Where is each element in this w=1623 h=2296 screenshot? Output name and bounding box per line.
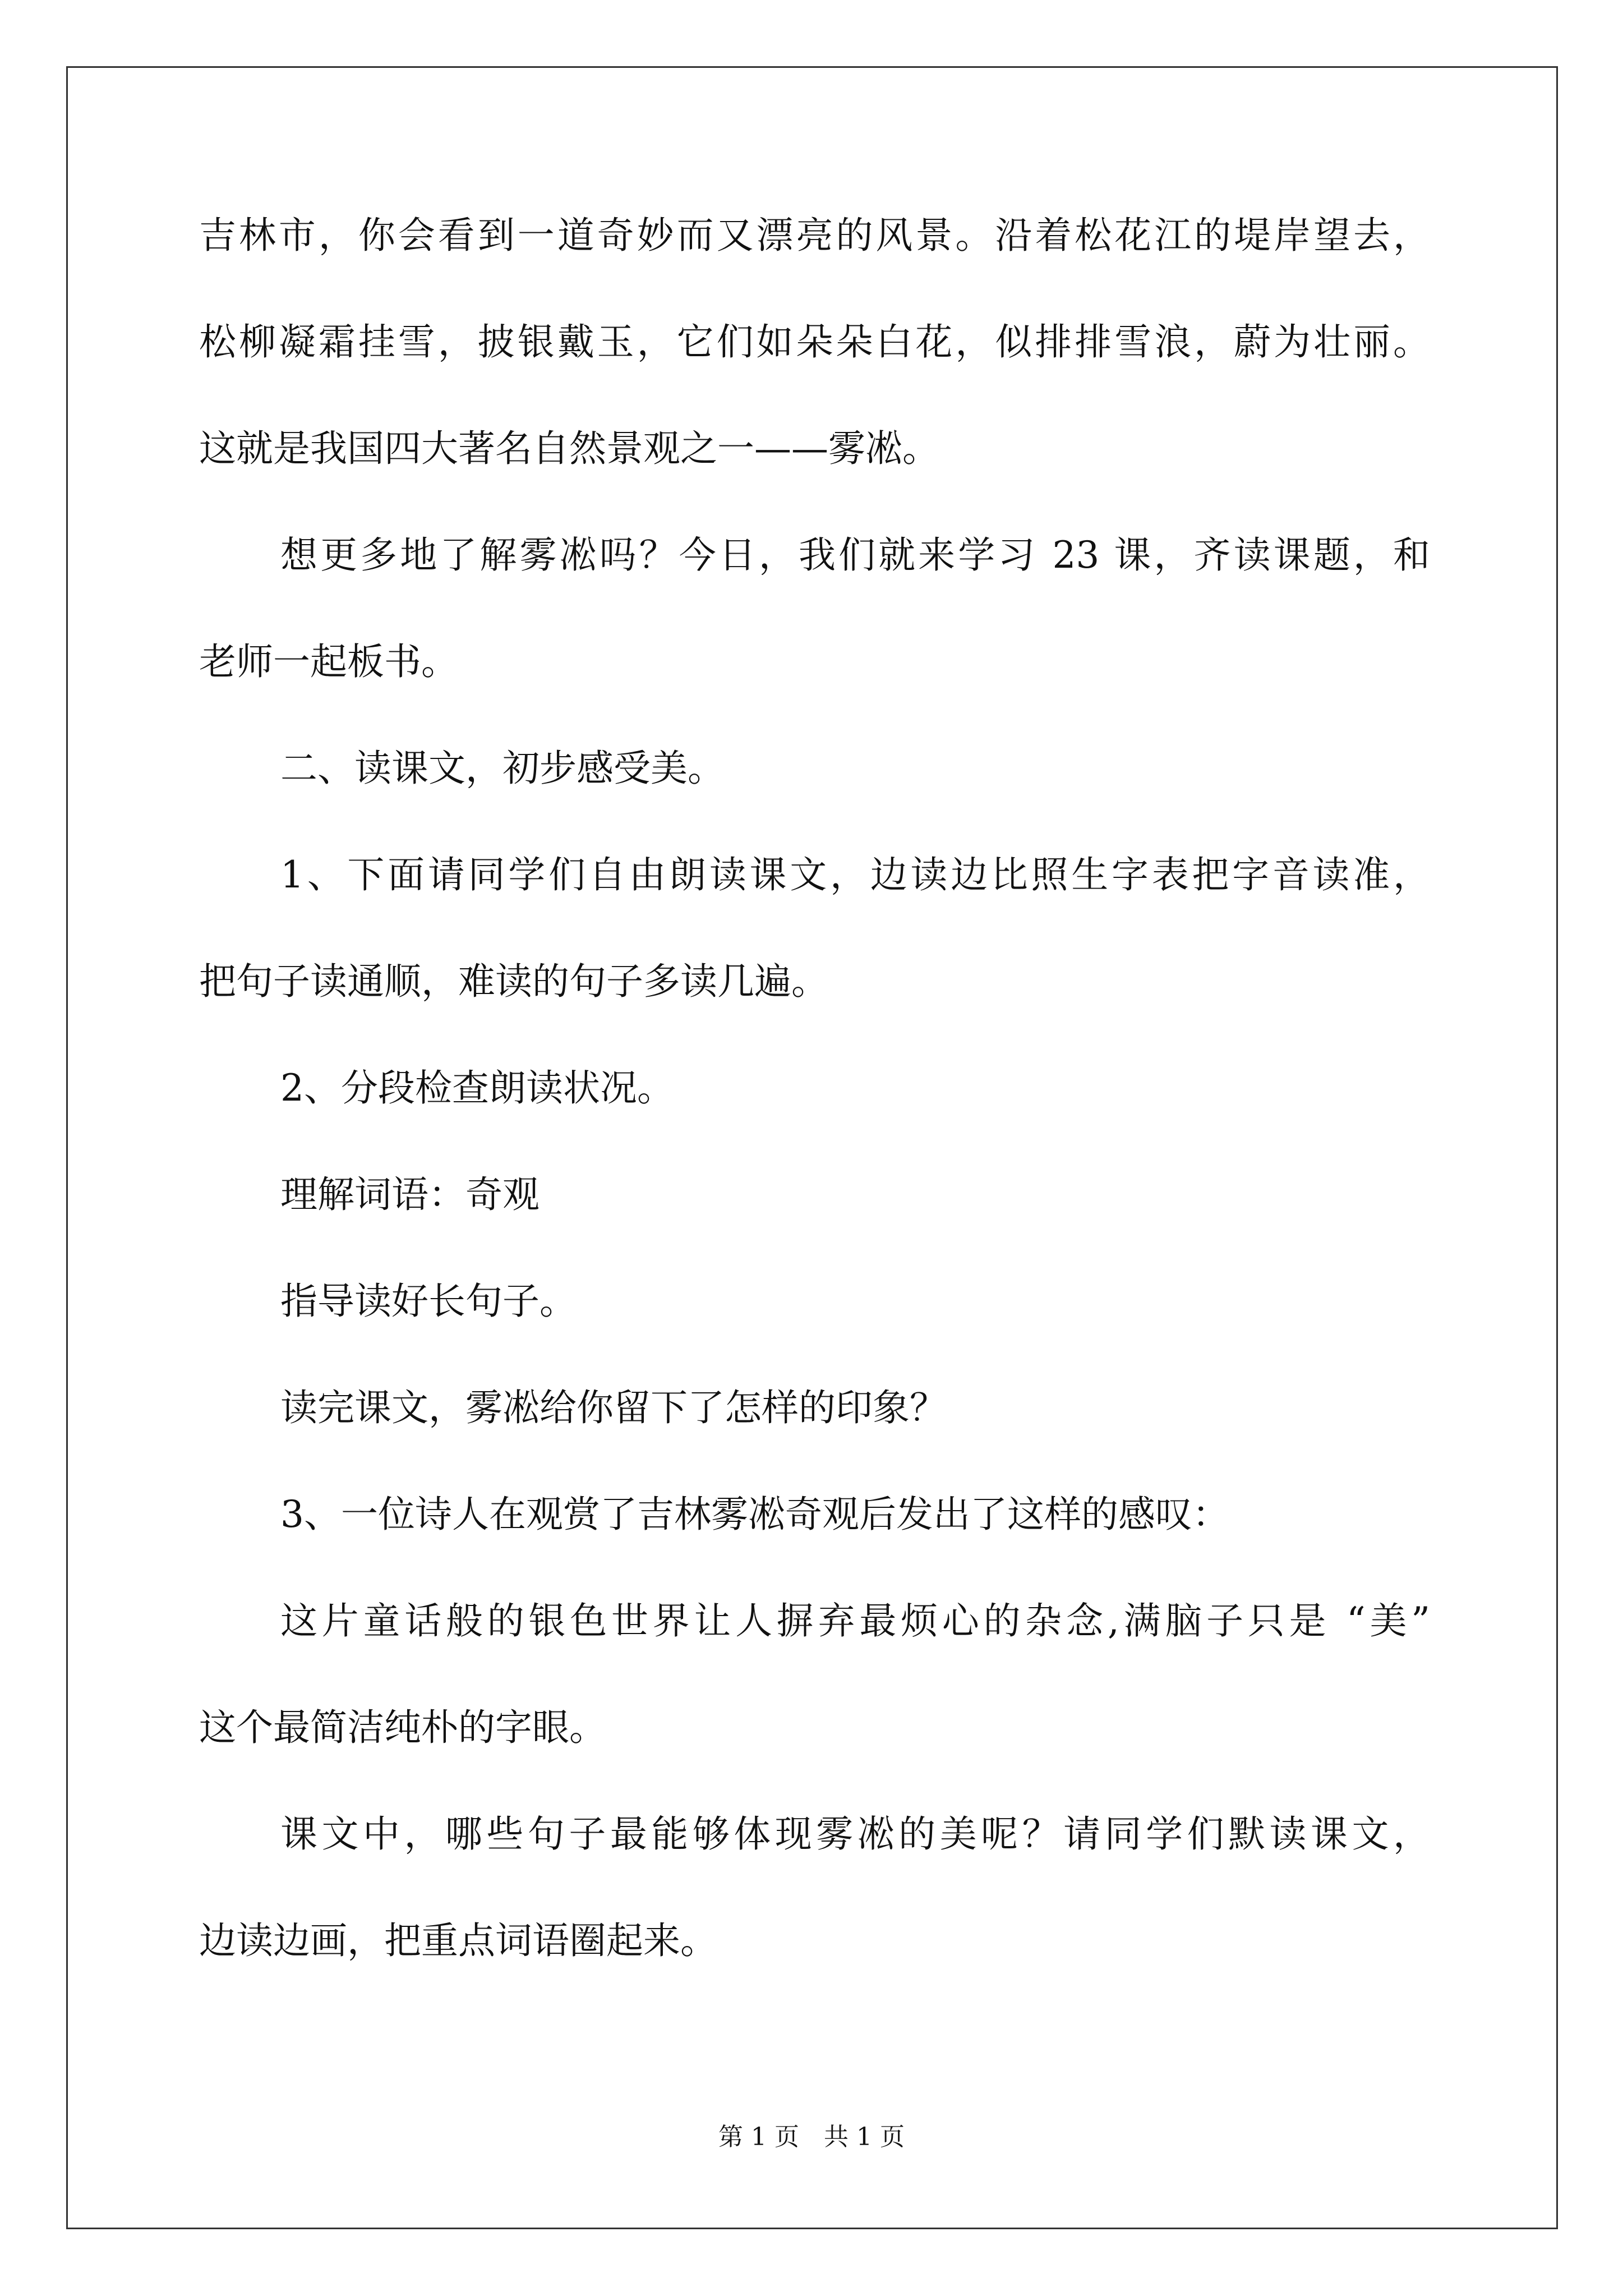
text-line: 老师一起板书。 xyxy=(199,640,458,683)
text-line: 边读边画，把重点词语圈起来。 xyxy=(199,1919,717,1962)
page-border xyxy=(66,66,1558,2229)
text-line: 3、一位诗人在观赏了吉林雾凇奇观后发出了这样的感叹： xyxy=(280,1493,1229,1536)
text-line: 2、分段检查朗读状况。 xyxy=(280,1066,674,1110)
text-line: 这就是我国四大著名自然景观之一——雾凇。 xyxy=(199,427,939,470)
text-line: 1、下面请同学们自由朗读课文，边读边比照生字表把字音读准， xyxy=(280,853,1430,896)
text-line: 松柳凝霜挂雪，披银戴玉，它们如朵朵白花，似排排雪浪，蔚为壮丽。 xyxy=(199,320,1430,364)
text-line: 想更多地了解雾凇吗？今日，我们就来学习 23 课，齐读课题，和 xyxy=(280,533,1430,577)
text-line: 指导读好长句子。 xyxy=(280,1280,577,1323)
text-line: 读完课文，雾凇给你留下了怎样的印象？ xyxy=(280,1386,947,1429)
page-footer: 第 1 页 共 1 页 xyxy=(718,2123,905,2151)
text-line: 这个最简洁纯朴的字眼。 xyxy=(199,1706,606,1749)
text-line: 理解词语：奇观 xyxy=(280,1173,540,1216)
text-line: 课文中，哪些句子最能够体现雾凇的美呢？请同学们默读课文， xyxy=(280,1812,1430,1856)
text-line: 二、读课文，初步感受美。 xyxy=(280,747,725,790)
text-line: 把句子读通顺，难读的句子多读几遍。 xyxy=(199,960,828,1003)
text-line: 这片童话般的银色世界让人摒弃最烦心的杂念,满脑子只是 “美” xyxy=(280,1599,1430,1642)
text-line: 吉林市，你会看到一道奇妙而又漂亮的风景。沿着松花江的堤岸望去， xyxy=(199,214,1430,257)
